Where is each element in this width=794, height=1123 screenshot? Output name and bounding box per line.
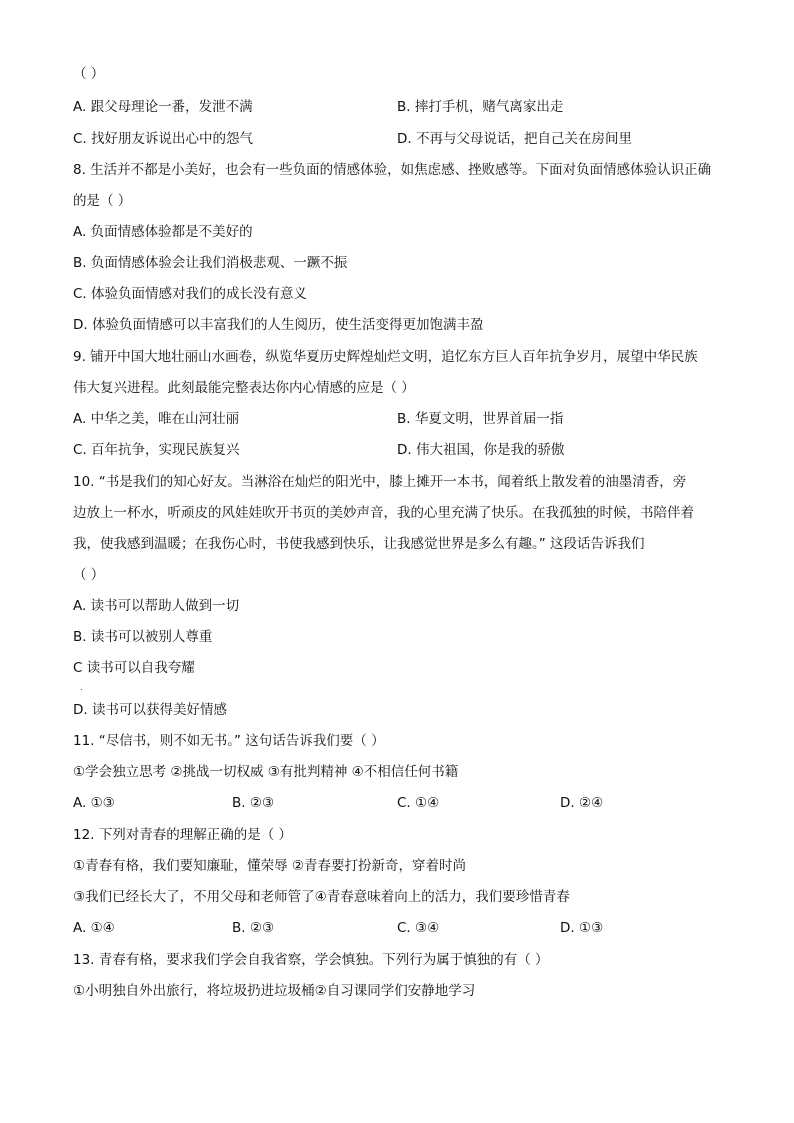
q7-option-c[interactable]: C. 找好朋友诉说出心中的怨气 [73, 131, 254, 147]
q9-option-d[interactable]: D. 伟大祖国，你是我的骄傲 [397, 442, 565, 458]
q11-option-a[interactable]: A. ①③ [73, 795, 115, 811]
q10-answer-paren: （ ） [73, 567, 105, 583]
q10-option-a[interactable]: A. 读书可以帮助人做到一切 [73, 598, 240, 614]
q9-stem-line1: 9. 铺开中国大地壮丽山水画卷，纵览华夏历史辉煌灿烂文明，追忆东方巨人百年抗争岁月，展望中华民族 [73, 349, 698, 365]
q13-stem: 13. 青春有格，要求我们学会自我省察，学会慎独。下列行为属于慎独的有（ ） [73, 952, 549, 968]
q10-stem-line1: 10. “书是我们的知心好友。当淋浴在灿烂的阳光中，膝上摊开一本书，闻着纸上散发着的油墨清香，旁 [73, 474, 687, 490]
q8-option-c[interactable]: C. 体验负面情感对我们的成长没有意义 [73, 286, 308, 302]
q12-stem: 12. 下列对青春的理解正确的是（ ） [73, 827, 293, 843]
q12-option-b[interactable]: B. ②③ [232, 920, 275, 936]
q10-option-c-dot: . [80, 683, 83, 692]
q8-option-d[interactable]: D. 体验负面情感可以丰富我们的人生阅历，使生活变得更加饱满丰盈 [73, 317, 484, 333]
q12-option-d[interactable]: D. ①③ [560, 920, 604, 936]
q10-option-b[interactable]: B. 读书可以被别人尊重 [73, 629, 213, 645]
q8-stem-line2: 的是（ ） [73, 193, 132, 209]
q10-option-d[interactable]: D. 读书可以获得美好情感 [73, 702, 227, 718]
q9-option-c[interactable]: C. 百年抗争，实现民族复兴 [73, 442, 240, 458]
q10-stem-line2: 边放上一杯水，听顽皮的风娃娃吹开书页的美妙声音，我的心里充满了快乐。在我孤独的时候，书陪伴着 [73, 505, 694, 521]
q12-option-c[interactable]: C. ③④ [397, 920, 440, 936]
q12-statements-line1: ①青春有格，我们要知廉耻，懂荣辱 ②青春要打扮新奇，穿着时尚 [73, 858, 466, 874]
q12-option-a[interactable]: A. ①④ [73, 920, 115, 936]
q7-answer-paren: （ ） [73, 66, 105, 82]
q8-option-b[interactable]: B. 负面情感体验会让我们消极悲观、一蹶不振 [73, 255, 348, 271]
q12-statements-line2: ③我们已经长大了，不用父母和老师管了④青春意味着向上的活力，我们要珍惜青春 [73, 889, 570, 905]
q10-option-c[interactable]: C 读书可以自我夸耀 [73, 660, 195, 676]
q9-option-a[interactable]: A. 中华之美，唯在山河壮丽 [73, 411, 240, 427]
q7-option-b[interactable]: B. 摔打手机，赌气离家出走 [397, 99, 564, 115]
q13-statements: ①小明独自外出旅行，将垃圾扔进垃圾桶②自习课同学们安静地学习 [73, 983, 476, 999]
q9-stem-line2: 伟大复兴进程。此刻最能完整表达你内心情感的应是（ ） [73, 380, 415, 396]
q11-statements: ①学会独立思考 ②挑战一切权威 ③有批判精神 ④不相信任何书籍 [73, 764, 459, 780]
q8-option-a[interactable]: A. 负面情感体验都是不美好的 [73, 224, 253, 240]
q10-stem-line3: 我，使我感到温暖；在我伤心时，书使我感到快乐，让我感觉世界是多么有趣。” 这段话告诉我们 [73, 536, 645, 552]
q11-stem: 11. “尽信书，则不如无书。” 这句话告诉我们要（ ） [73, 733, 385, 749]
q7-option-a[interactable]: A. 跟父母理论一番，发泄不满 [73, 99, 253, 115]
q7-option-d[interactable]: D. 不再与父母说话，把自己关在房间里 [397, 131, 632, 147]
q9-option-b[interactable]: B. 华夏文明，世界首届一指 [397, 411, 564, 427]
q11-option-b[interactable]: B. ②③ [232, 795, 275, 811]
q11-option-d[interactable]: D. ②④ [560, 795, 604, 811]
q8-stem-line1: 8. 生活并不都是小美好，也会有一些负面的情感体验，如焦虑感、挫败感等。下面对负面情感体验认识正确 [73, 162, 712, 178]
q11-option-c[interactable]: C. ①④ [397, 795, 440, 811]
